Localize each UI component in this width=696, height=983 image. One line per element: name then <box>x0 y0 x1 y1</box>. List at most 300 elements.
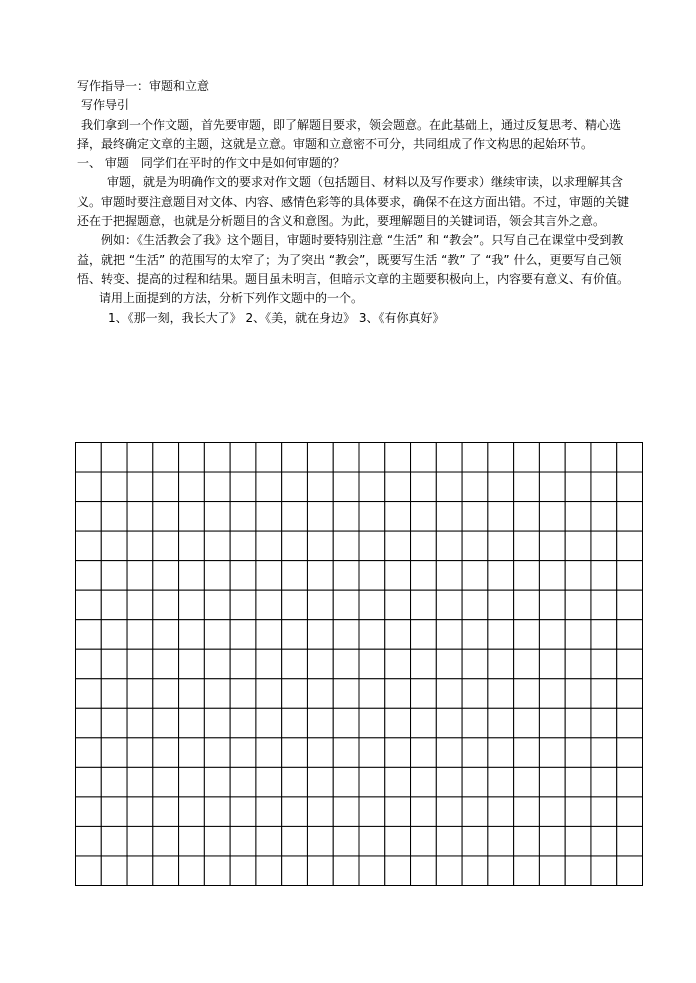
grid-cell[interactable] <box>76 856 102 886</box>
grid-cell[interactable] <box>179 856 205 886</box>
grid-cell[interactable] <box>333 708 359 738</box>
grid-cell[interactable] <box>436 531 462 561</box>
grid-cell[interactable] <box>411 738 437 768</box>
grid-cell[interactable] <box>514 649 540 679</box>
grid-cell[interactable] <box>153 679 179 709</box>
grid-cell[interactable] <box>127 708 153 738</box>
grid-cell[interactable] <box>333 856 359 886</box>
grid-cell[interactable] <box>617 738 643 768</box>
grid-cell[interactable] <box>282 443 308 473</box>
grid-cell[interactable] <box>230 679 256 709</box>
grid-cell[interactable] <box>359 472 385 502</box>
grid-cell[interactable] <box>359 856 385 886</box>
grid-cell[interactable] <box>204 472 230 502</box>
grid-cell[interactable] <box>539 590 565 620</box>
grid-cell[interactable] <box>153 826 179 856</box>
grid-cell[interactable] <box>359 679 385 709</box>
grid-cell[interactable] <box>539 443 565 473</box>
grid-cell[interactable] <box>385 649 411 679</box>
grid-cell[interactable] <box>307 443 333 473</box>
grid-cell[interactable] <box>282 708 308 738</box>
grid-cell[interactable] <box>411 649 437 679</box>
grid-cell[interactable] <box>591 649 617 679</box>
grid-cell[interactable] <box>230 856 256 886</box>
grid-cell[interactable] <box>385 472 411 502</box>
grid-cell[interactable] <box>230 561 256 591</box>
grid-cell[interactable] <box>436 502 462 532</box>
grid-cell[interactable] <box>153 590 179 620</box>
grid-cell[interactable] <box>204 620 230 650</box>
grid-cell[interactable] <box>462 561 488 591</box>
grid-cell[interactable] <box>127 590 153 620</box>
grid-cell[interactable] <box>307 620 333 650</box>
grid-cell[interactable] <box>230 826 256 856</box>
grid-cell[interactable] <box>256 561 282 591</box>
grid-cell[interactable] <box>462 531 488 561</box>
grid-cell[interactable] <box>230 502 256 532</box>
grid-cell[interactable] <box>359 797 385 827</box>
grid-cell[interactable] <box>359 738 385 768</box>
grid-cell[interactable] <box>488 826 514 856</box>
grid-cell[interactable] <box>179 797 205 827</box>
grid-cell[interactable] <box>385 561 411 591</box>
grid-cell[interactable] <box>76 708 102 738</box>
grid-cell[interactable] <box>76 679 102 709</box>
grid-cell[interactable] <box>539 738 565 768</box>
grid-cell[interactable] <box>565 531 591 561</box>
grid-cell[interactable] <box>385 767 411 797</box>
grid-cell[interactable] <box>256 649 282 679</box>
grid-cell[interactable] <box>256 590 282 620</box>
grid-cell[interactable] <box>617 856 643 886</box>
grid-cell[interactable] <box>488 590 514 620</box>
grid-cell[interactable] <box>333 797 359 827</box>
grid-cell[interactable] <box>179 708 205 738</box>
grid-cell[interactable] <box>385 856 411 886</box>
grid-cell[interactable] <box>462 590 488 620</box>
grid-cell[interactable] <box>204 797 230 827</box>
grid-cell[interactable] <box>179 561 205 591</box>
grid-cell[interactable] <box>411 856 437 886</box>
grid-cell[interactable] <box>307 797 333 827</box>
grid-cell[interactable] <box>385 679 411 709</box>
grid-cell[interactable] <box>127 797 153 827</box>
grid-cell[interactable] <box>565 856 591 886</box>
grid-cell[interactable] <box>462 443 488 473</box>
grid-cell[interactable] <box>359 561 385 591</box>
grid-cell[interactable] <box>359 590 385 620</box>
grid-cell[interactable] <box>565 679 591 709</box>
grid-cell[interactable] <box>282 502 308 532</box>
grid-cell[interactable] <box>617 443 643 473</box>
grid-cell[interactable] <box>282 767 308 797</box>
grid-cell[interactable] <box>127 738 153 768</box>
grid-cell[interactable] <box>101 826 127 856</box>
grid-cell[interactable] <box>179 531 205 561</box>
grid-cell[interactable] <box>462 826 488 856</box>
grid-cell[interactable] <box>411 590 437 620</box>
grid-cell[interactable] <box>127 561 153 591</box>
grid-cell[interactable] <box>514 826 540 856</box>
grid-cell[interactable] <box>153 620 179 650</box>
grid-cell[interactable] <box>539 767 565 797</box>
grid-cell[interactable] <box>256 708 282 738</box>
grid-cell[interactable] <box>307 856 333 886</box>
grid-cell[interactable] <box>101 797 127 827</box>
grid-cell[interactable] <box>514 472 540 502</box>
grid-cell[interactable] <box>153 797 179 827</box>
grid-cell[interactable] <box>127 679 153 709</box>
grid-cell[interactable] <box>565 443 591 473</box>
grid-cell[interactable] <box>591 708 617 738</box>
grid-cell[interactable] <box>101 738 127 768</box>
grid-cell[interactable] <box>153 738 179 768</box>
grid-cell[interactable] <box>617 502 643 532</box>
grid-cell[interactable] <box>411 679 437 709</box>
grid-cell[interactable] <box>436 649 462 679</box>
grid-cell[interactable] <box>385 738 411 768</box>
grid-cell[interactable] <box>411 620 437 650</box>
grid-cell[interactable] <box>617 826 643 856</box>
grid-cell[interactable] <box>462 797 488 827</box>
grid-cell[interactable] <box>359 767 385 797</box>
grid-cell[interactable] <box>307 502 333 532</box>
grid-cell[interactable] <box>101 708 127 738</box>
grid-cell[interactable] <box>76 649 102 679</box>
grid-cell[interactable] <box>282 531 308 561</box>
grid-cell[interactable] <box>333 826 359 856</box>
grid-cell[interactable] <box>101 679 127 709</box>
grid-cell[interactable] <box>591 856 617 886</box>
grid-cell[interactable] <box>256 767 282 797</box>
grid-cell[interactable] <box>411 531 437 561</box>
grid-cell[interactable] <box>359 649 385 679</box>
grid-cell[interactable] <box>539 472 565 502</box>
grid-cell[interactable] <box>565 708 591 738</box>
grid-cell[interactable] <box>617 708 643 738</box>
grid-cell[interactable] <box>385 531 411 561</box>
grid-cell[interactable] <box>282 561 308 591</box>
grid-cell[interactable] <box>307 708 333 738</box>
grid-cell[interactable] <box>436 708 462 738</box>
grid-cell[interactable] <box>101 502 127 532</box>
grid-cell[interactable] <box>411 502 437 532</box>
grid-cell[interactable] <box>179 472 205 502</box>
grid-cell[interactable] <box>514 561 540 591</box>
grid-cell[interactable] <box>436 856 462 886</box>
grid-cell[interactable] <box>256 443 282 473</box>
grid-cell[interactable] <box>153 472 179 502</box>
grid-cell[interactable] <box>359 531 385 561</box>
grid-cell[interactable] <box>307 826 333 856</box>
grid-cell[interactable] <box>76 797 102 827</box>
grid-cell[interactable] <box>411 826 437 856</box>
grid-cell[interactable] <box>76 738 102 768</box>
grid-cell[interactable] <box>617 561 643 591</box>
grid-cell[interactable] <box>591 443 617 473</box>
grid-cell[interactable] <box>359 620 385 650</box>
grid-cell[interactable] <box>436 679 462 709</box>
grid-cell[interactable] <box>333 531 359 561</box>
grid-cell[interactable] <box>282 620 308 650</box>
grid-cell[interactable] <box>179 590 205 620</box>
grid-cell[interactable] <box>333 620 359 650</box>
grid-cell[interactable] <box>230 738 256 768</box>
grid-cell[interactable] <box>436 797 462 827</box>
grid-cell[interactable] <box>591 767 617 797</box>
grid-cell[interactable] <box>436 590 462 620</box>
grid-cell[interactable] <box>179 738 205 768</box>
grid-cell[interactable] <box>230 649 256 679</box>
grid-cell[interactable] <box>179 502 205 532</box>
grid-cell[interactable] <box>565 620 591 650</box>
grid-cell[interactable] <box>436 738 462 768</box>
grid-cell[interactable] <box>488 797 514 827</box>
grid-cell[interactable] <box>488 738 514 768</box>
grid-cell[interactable] <box>204 679 230 709</box>
grid-cell[interactable] <box>256 679 282 709</box>
grid-cell[interactable] <box>127 767 153 797</box>
grid-cell[interactable] <box>153 531 179 561</box>
grid-cell[interactable] <box>76 502 102 532</box>
grid-cell[interactable] <box>591 738 617 768</box>
grid-cell[interactable] <box>514 531 540 561</box>
grid-cell[interactable] <box>204 708 230 738</box>
grid-cell[interactable] <box>565 826 591 856</box>
grid-cell[interactable] <box>385 502 411 532</box>
grid-cell[interactable] <box>411 767 437 797</box>
grid-cell[interactable] <box>282 826 308 856</box>
grid-cell[interactable] <box>436 620 462 650</box>
grid-cell[interactable] <box>204 443 230 473</box>
grid-cell[interactable] <box>101 590 127 620</box>
grid-cell[interactable] <box>436 472 462 502</box>
grid-cell[interactable] <box>411 797 437 827</box>
grid-cell[interactable] <box>179 649 205 679</box>
grid-cell[interactable] <box>591 679 617 709</box>
grid-cell[interactable] <box>282 649 308 679</box>
grid-cell[interactable] <box>411 443 437 473</box>
grid-cell[interactable] <box>179 443 205 473</box>
grid-cell[interactable] <box>204 767 230 797</box>
grid-cell[interactable] <box>127 472 153 502</box>
grid-cell[interactable] <box>230 472 256 502</box>
grid-cell[interactable] <box>565 561 591 591</box>
grid-cell[interactable] <box>153 767 179 797</box>
grid-cell[interactable] <box>488 502 514 532</box>
grid-cell[interactable] <box>127 620 153 650</box>
grid-cell[interactable] <box>153 856 179 886</box>
grid-cell[interactable] <box>179 620 205 650</box>
grid-cell[interactable] <box>230 797 256 827</box>
grid-cell[interactable] <box>514 502 540 532</box>
grid-cell[interactable] <box>462 472 488 502</box>
grid-cell[interactable] <box>591 797 617 827</box>
grid-cell[interactable] <box>488 443 514 473</box>
grid-cell[interactable] <box>204 561 230 591</box>
grid-cell[interactable] <box>256 856 282 886</box>
grid-cell[interactable] <box>514 856 540 886</box>
grid-cell[interactable] <box>591 502 617 532</box>
grid-cell[interactable] <box>488 531 514 561</box>
grid-cell[interactable] <box>256 472 282 502</box>
grid-cell[interactable] <box>514 708 540 738</box>
grid-cell[interactable] <box>617 679 643 709</box>
grid-cell[interactable] <box>101 472 127 502</box>
grid-cell[interactable] <box>539 620 565 650</box>
grid-cell[interactable] <box>591 561 617 591</box>
grid-cell[interactable] <box>565 738 591 768</box>
grid-cell[interactable] <box>359 502 385 532</box>
grid-cell[interactable] <box>256 502 282 532</box>
grid-cell[interactable] <box>539 797 565 827</box>
grid-cell[interactable] <box>230 708 256 738</box>
grid-cell[interactable] <box>76 767 102 797</box>
writing-grid[interactable] <box>75 442 643 886</box>
grid-cell[interactable] <box>591 620 617 650</box>
grid-cell[interactable] <box>127 531 153 561</box>
grid-cell[interactable] <box>333 443 359 473</box>
grid-cell[interactable] <box>617 620 643 650</box>
grid-cell[interactable] <box>436 561 462 591</box>
grid-cell[interactable] <box>282 738 308 768</box>
grid-cell[interactable] <box>617 472 643 502</box>
grid-cell[interactable] <box>565 502 591 532</box>
grid-cell[interactable] <box>204 826 230 856</box>
grid-cell[interactable] <box>385 443 411 473</box>
grid-cell[interactable] <box>333 649 359 679</box>
grid-cell[interactable] <box>307 738 333 768</box>
grid-cell[interactable] <box>282 856 308 886</box>
grid-cell[interactable] <box>204 738 230 768</box>
grid-cell[interactable] <box>307 649 333 679</box>
grid-cell[interactable] <box>230 620 256 650</box>
grid-cell[interactable] <box>617 590 643 620</box>
grid-cell[interactable] <box>591 531 617 561</box>
grid-cell[interactable] <box>307 767 333 797</box>
grid-cell[interactable] <box>333 502 359 532</box>
grid-cell[interactable] <box>153 649 179 679</box>
grid-cell[interactable] <box>204 856 230 886</box>
grid-cell[interactable] <box>462 856 488 886</box>
grid-cell[interactable] <box>488 708 514 738</box>
grid-cell[interactable] <box>179 826 205 856</box>
grid-cell[interactable] <box>333 767 359 797</box>
grid-cell[interactable] <box>256 738 282 768</box>
grid-cell[interactable] <box>591 472 617 502</box>
grid-cell[interactable] <box>101 531 127 561</box>
grid-cell[interactable] <box>153 561 179 591</box>
grid-cell[interactable] <box>385 620 411 650</box>
grid-cell[interactable] <box>127 443 153 473</box>
grid-cell[interactable] <box>359 443 385 473</box>
grid-cell[interactable] <box>514 620 540 650</box>
grid-cell[interactable] <box>230 443 256 473</box>
grid-cell[interactable] <box>333 679 359 709</box>
grid-cell[interactable] <box>617 797 643 827</box>
grid-cell[interactable] <box>411 472 437 502</box>
grid-cell[interactable] <box>153 502 179 532</box>
grid-cell[interactable] <box>256 620 282 650</box>
grid-cell[interactable] <box>539 856 565 886</box>
grid-cell[interactable] <box>462 708 488 738</box>
grid-cell[interactable] <box>436 767 462 797</box>
grid-cell[interactable] <box>101 620 127 650</box>
grid-cell[interactable] <box>127 502 153 532</box>
grid-cell[interactable] <box>307 472 333 502</box>
grid-cell[interactable] <box>359 826 385 856</box>
grid-cell[interactable] <box>153 708 179 738</box>
grid-cell[interactable] <box>282 679 308 709</box>
grid-cell[interactable] <box>514 590 540 620</box>
grid-cell[interactable] <box>76 561 102 591</box>
grid-cell[interactable] <box>539 561 565 591</box>
grid-cell[interactable] <box>385 708 411 738</box>
grid-cell[interactable] <box>539 531 565 561</box>
grid-cell[interactable] <box>565 797 591 827</box>
grid-cell[interactable] <box>204 502 230 532</box>
grid-cell[interactable] <box>307 590 333 620</box>
grid-cell[interactable] <box>488 649 514 679</box>
grid-cell[interactable] <box>539 826 565 856</box>
grid-cell[interactable] <box>565 590 591 620</box>
grid-cell[interactable] <box>204 590 230 620</box>
grid-cell[interactable] <box>333 561 359 591</box>
grid-cell[interactable] <box>76 620 102 650</box>
grid-cell[interactable] <box>230 531 256 561</box>
grid-cell[interactable] <box>617 649 643 679</box>
grid-cell[interactable] <box>282 590 308 620</box>
grid-cell[interactable] <box>539 708 565 738</box>
grid-cell[interactable] <box>282 472 308 502</box>
grid-cell[interactable] <box>307 561 333 591</box>
grid-cell[interactable] <box>411 561 437 591</box>
grid-cell[interactable] <box>411 708 437 738</box>
grid-cell[interactable] <box>101 561 127 591</box>
grid-cell[interactable] <box>256 797 282 827</box>
grid-cell[interactable] <box>462 502 488 532</box>
grid-cell[interactable] <box>462 620 488 650</box>
grid-cell[interactable] <box>230 590 256 620</box>
grid-cell[interactable] <box>153 443 179 473</box>
grid-cell[interactable] <box>488 620 514 650</box>
grid-cell[interactable] <box>539 502 565 532</box>
grid-cell[interactable] <box>359 708 385 738</box>
grid-cell[interactable] <box>76 590 102 620</box>
grid-cell[interactable] <box>617 767 643 797</box>
grid-cell[interactable] <box>333 472 359 502</box>
grid-cell[interactable] <box>436 443 462 473</box>
grid-cell[interactable] <box>256 531 282 561</box>
grid-cell[interactable] <box>101 443 127 473</box>
grid-cell[interactable] <box>565 767 591 797</box>
grid-cell[interactable] <box>204 649 230 679</box>
grid-cell[interactable] <box>385 797 411 827</box>
grid-cell[interactable] <box>488 561 514 591</box>
grid-cell[interactable] <box>385 590 411 620</box>
grid-cell[interactable] <box>307 531 333 561</box>
grid-cell[interactable] <box>488 856 514 886</box>
grid-cell[interactable] <box>514 738 540 768</box>
grid-cell[interactable] <box>514 767 540 797</box>
grid-cell[interactable] <box>488 767 514 797</box>
grid-cell[interactable] <box>462 649 488 679</box>
grid-cell[interactable] <box>591 590 617 620</box>
grid-cell[interactable] <box>488 472 514 502</box>
grid-cell[interactable] <box>462 679 488 709</box>
grid-cell[interactable] <box>385 826 411 856</box>
grid-cell[interactable] <box>101 767 127 797</box>
